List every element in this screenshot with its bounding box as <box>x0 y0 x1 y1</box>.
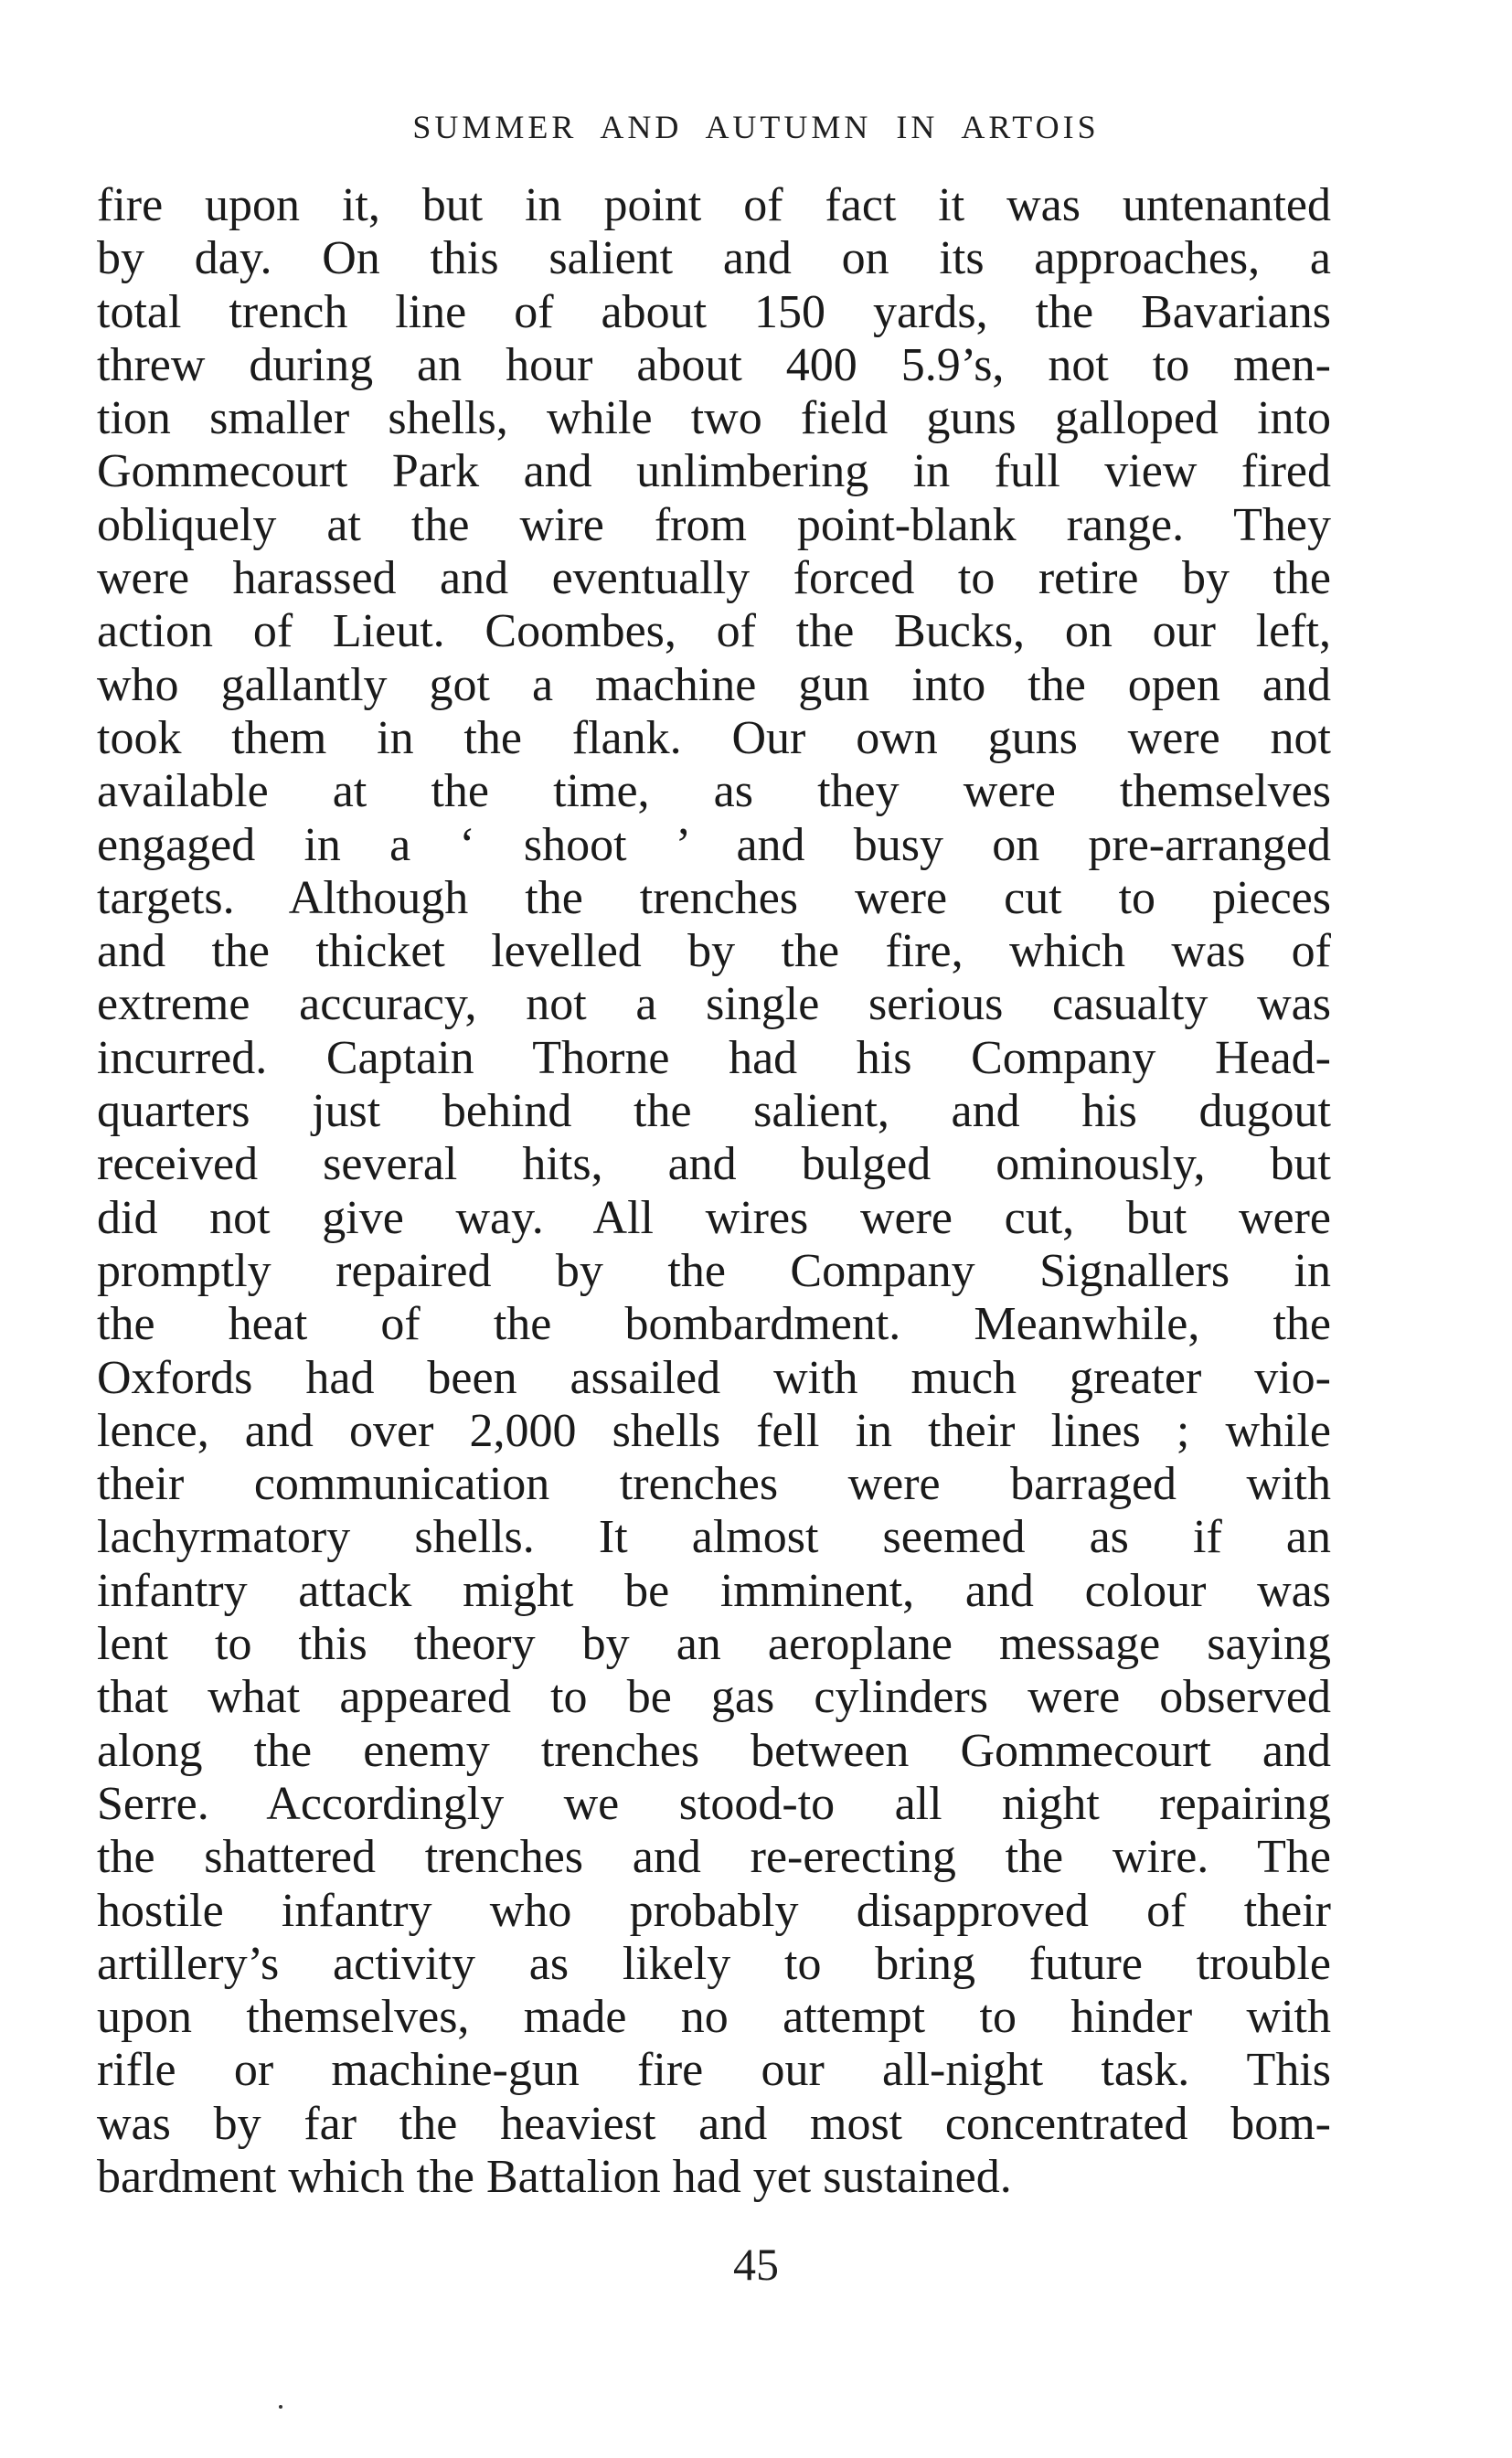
text-line: available at the time, as they were themselves <box>97 765 1331 818</box>
page-number: 45 <box>733 2239 779 2290</box>
text-line: their communication trenches were barraged with <box>97 1458 1331 1511</box>
text-line: targets. Although the trenches were cut to pieces <box>97 871 1331 924</box>
text-line: engaged in a ‘ shoot ’ and busy on pre-arranged <box>97 818 1331 871</box>
text-line: upon themselves, made no attempt to hinder with <box>97 1991 1331 2044</box>
text-line: were harassed and eventually forced to retire by the <box>97 552 1331 605</box>
text-line: along the enemy trenches between Gommecourt and <box>97 1724 1331 1777</box>
text-line: extreme accuracy, not a single serious casualty was <box>97 978 1331 1031</box>
text-line: Oxfords had been assailed with much greater vio- <box>97 1351 1331 1404</box>
text-line: received several hits, and bulged ominously, but <box>97 1138 1331 1191</box>
text-line: threw during an hour about 400 5.9’s, not to men- <box>97 338 1331 391</box>
text-line: incurred. Captain Thorne had his Company Head- <box>97 1031 1331 1084</box>
text-line: the shattered trenches and re-erecting the wire. The <box>97 1831 1331 1884</box>
body-text <box>97 179 1331 2204</box>
text-line-last: bardment which the Battalion had yet sustained. <box>97 2150 1012 2203</box>
running-head: SUMMER AND AUTUMN IN ARTOIS <box>412 109 1100 145</box>
text-line: who gallantly got a machine gun into the open and <box>97 658 1331 711</box>
text-line: lachyrmatory shells. It almost seemed as if an <box>97 1511 1331 1564</box>
text-line: was by far the heaviest and most concentrated bom- <box>97 2097 1331 2150</box>
text-line: rifle or machine-gun fire our all-night task. This <box>97 2044 1331 2097</box>
text-line: by day. On this salient and on its approaches, a <box>97 232 1331 285</box>
text-line: did not give way. All wires were cut, but were <box>97 1191 1331 1244</box>
text-line: that what appeared to be gas cylinders were observed <box>97 1671 1331 1724</box>
text-line: artillery’s activity as likely to bring future trouble <box>97 1937 1331 1990</box>
text-line: the heat of the bombardment. Meanwhile, the <box>97 1298 1331 1351</box>
text-line: infantry attack might be imminent, and colour was <box>97 1564 1331 1617</box>
text-line: and the thicket levelled by the fire, which was of <box>97 925 1331 978</box>
text-line: total trench line of about 150 yards, the Bavarians <box>97 285 1331 338</box>
text-line: Serre. Accordingly we stood-to all night repairing <box>97 1777 1331 1830</box>
text-line: took them in the flank. Our own guns were not <box>97 711 1331 764</box>
text-line: hostile infantry who probably disapproved of their <box>97 1884 1331 1937</box>
text-line: obliquely at the wire from point-blank range. They <box>97 498 1331 551</box>
text-line: lence, and over 2,000 shells fell in their lines ; while <box>97 1404 1331 1457</box>
text-line: action of Lieut. Coombes, of the Bucks, on our left, <box>97 605 1331 658</box>
text-line: fire upon it, but in point of fact it was untenanted <box>97 179 1331 231</box>
text-line: quarters just behind the salient, and his dugout <box>97 1085 1331 1138</box>
text-line: promptly repaired by the Company Signallers in <box>97 1244 1331 1297</box>
ink-speck <box>279 2405 282 2409</box>
text-line: Gommecourt Park and unlimbering in full view fired <box>97 445 1331 498</box>
text-line: lent to this theory by an aeroplane message saying <box>97 1618 1331 1671</box>
text-line: tion smaller shells, while two field guns galloped into <box>97 392 1331 445</box>
